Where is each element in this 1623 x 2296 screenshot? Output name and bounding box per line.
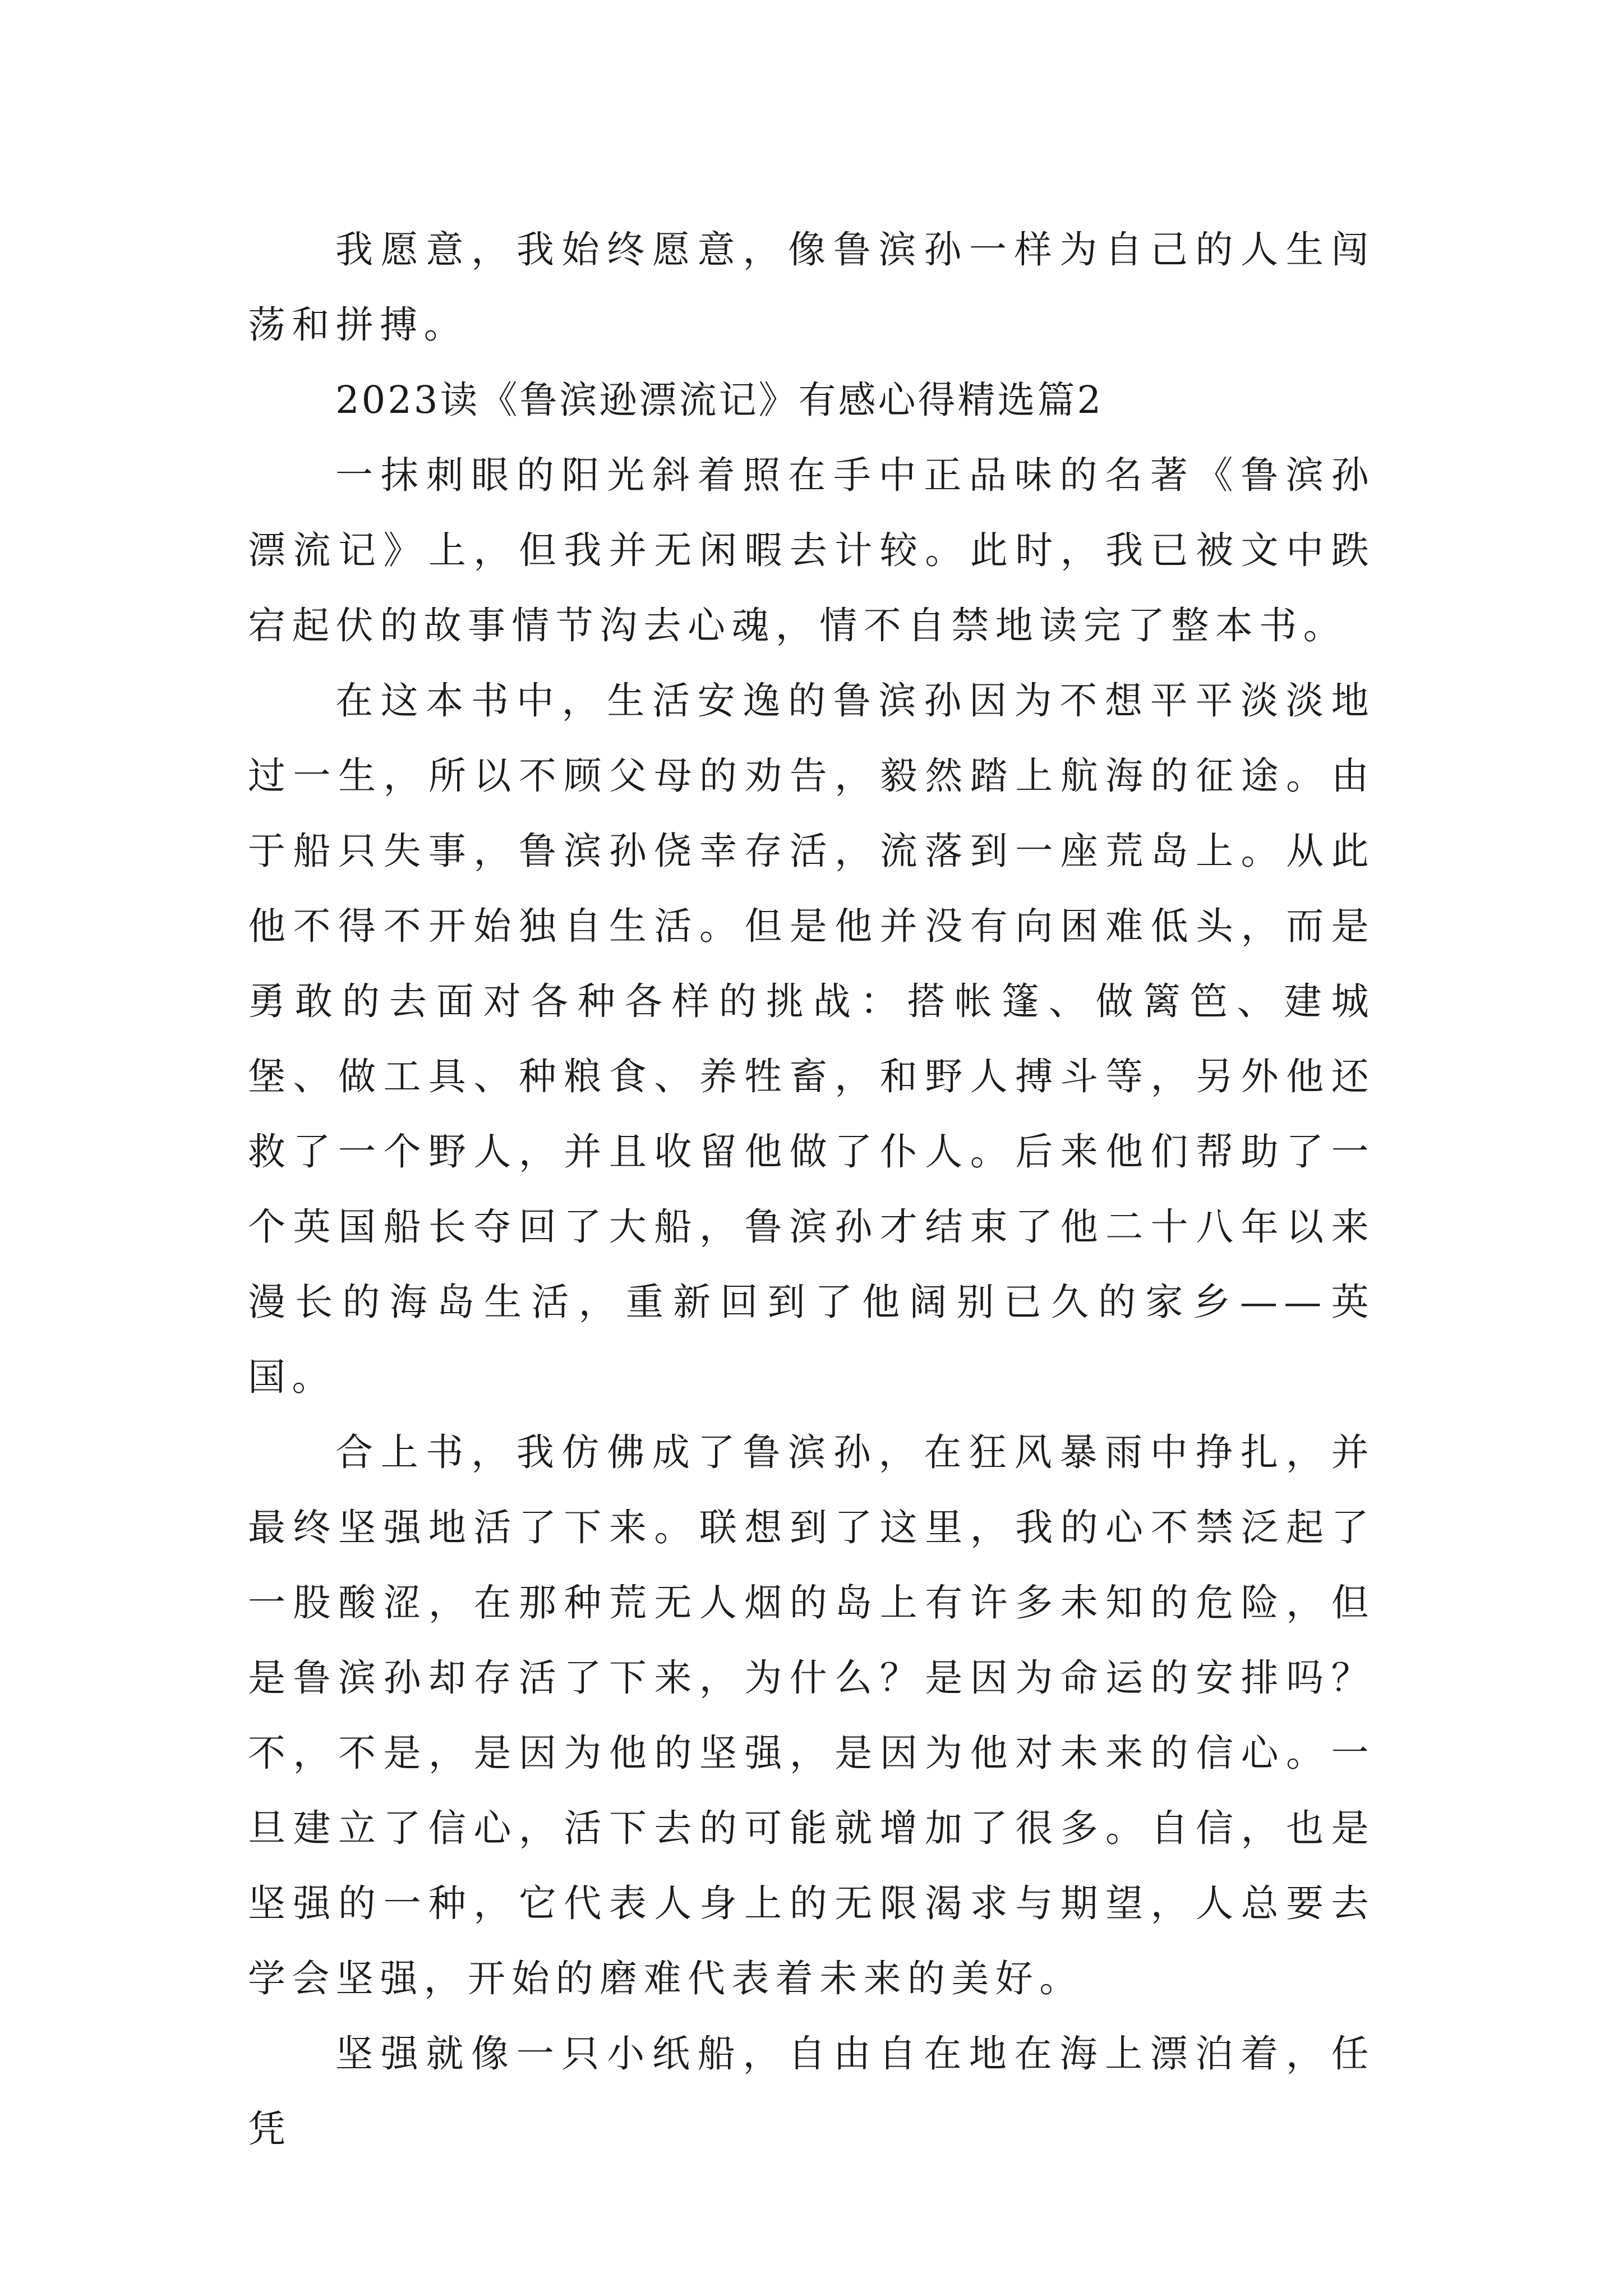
document-body [248,212,1375,2166]
paragraph-closing-previous: 我愿意，我始终愿意，像鲁滨孙一样为自己的人生闯荡和拼搏。 [248,228,1375,347]
paragraph-continuation: 坚强就像一只小纸船，自由自在地在海上漂泊着，任凭 [248,2032,1375,2151]
section-heading: 2023读《鲁滨逊漂流记》有感心得精选篇2 [335,378,1104,422]
paragraph-summary: 在这本书中，生活安逸的鲁滨孙因为不想平平淡淡地过一生，所以不顾父母的劝告，毅然踏上航海的征途。由于船只失事，鲁滨孙侥幸存活，流落到一座荒岛上。从此他不得不开始独自生活。但是他并没有向困难低头，而是勇敢的去面对各种各样的挑战：搭帐篷、做篱笆、建城堡、做工具、种粮食、养牲畜，和野人搏斗等，另外他还救了一个野人，并且收留他做了仆人。后来他们帮助了一个英国船长夺回了大船，鲁滨孙才结束了他二十八年以来漫长的海岛生活，重新回到了他阔别已久的家乡——英国。 [248,679,1375,1399]
paragraph-reflection: 合上书，我仿佛成了鲁滨孙，在狂风暴雨中挣扎，并最终坚强地活了下来。联想到了这里，我的心不禁泛起了一股酸涩，在那种荒无人烟的岛上有许多未知的危险，但是鲁滨孙却存活了下来，为什么？是因为命运的安排吗？不，不是，是因为他的坚强，是因为他对未来的信心。一旦建立了信心，活下去的可能就增加了很多。自信，也是坚强的一种，它代表人身上的无限渴求与期望，人总要去学会坚强，开始的磨难代表着未来的美好。 [248,1430,1375,2000]
paragraph-intro: 一抹刺眼的阳光斜着照在手中正品味的名著《鲁滨孙漂流记》上，但我并无闲暇去计较。此时，我已被文中跌宕起伏的故事情节沟去心魂，情不自禁地读完了整本书。 [248,453,1375,647]
